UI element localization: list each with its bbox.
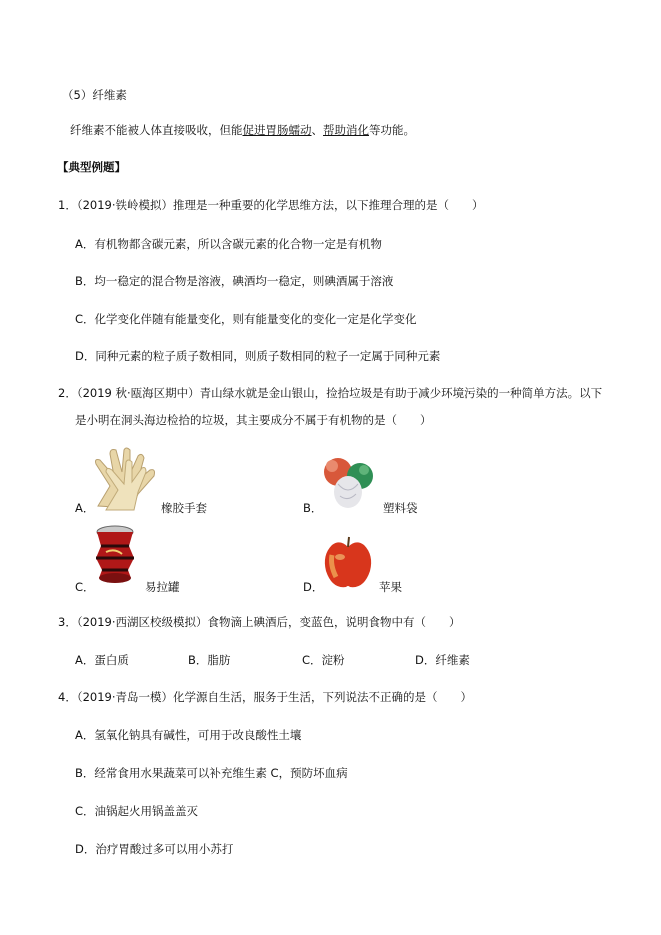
q2-option-c-letter: C． [75,580,95,594]
examples-heading: 【典型例题】 [57,160,126,174]
q2-stem-line1: 2．（2019 秋·瓯海区期中）青山绿水就是金山银山，捡拾垃圾是有助于减少环境污染的一种简单方法。以下 [58,386,603,400]
q1-option-c: C．化学变化伴随有能量变化，则有能量变化的变化一定是化学变化 [75,312,417,326]
q3-stem: 3．（2019·西湖区校级模拟）食物滴上碘酒后，变蓝色，说明食物中有（ ） [58,615,461,629]
q4-option-d: D．治疗胃酸过多可以用小苏打 [75,842,234,856]
body-underlined-1: 促进胃肠蠕动 [242,123,312,137]
q4-stem: 4．（2019·青岛一模）化学源自生活，服务于生活，下列说法不正确的是（ ） [58,690,472,704]
body-text: 、 [311,123,323,137]
body-text: 纤维素不能被人体直接吸收，但能 [70,123,243,137]
q4-option-b: B．经常食用水果蔬菜可以补充维生素 C，预防坏血病 [75,766,348,780]
plastic-bag-image [320,452,376,510]
body-text: 等功能。 [369,123,415,137]
q2-option-d-label: 苹果 [379,580,402,594]
q3-option-d: D．纤维素 [415,653,470,667]
q2-option-c-label: 易拉罐 [145,580,180,594]
q3-option-c: C．淀粉 [302,653,345,667]
q2-option-d-letter: D． [303,580,324,594]
section-body [70,122,415,138]
q2-option-a-label: 橡胶手套 [161,501,207,515]
body-underlined-2: 帮助消化 [323,123,369,137]
section-heading: （5）纤维素 [62,88,127,102]
q3-option-a: A．蛋白质 [75,653,129,667]
q3-option-b: B．脂肪 [188,653,231,667]
apple-image [322,535,374,591]
q2-stem-line2: 是小明在洞头海边检拾的垃圾，其主要成分不属于有机物的是（ ） [75,413,432,427]
q1-option-b: B．均一稳定的混合物是溶液，碘酒均一稳定，则碘酒属于溶液 [75,274,394,288]
q1-stem: 1．（2019·铁岭模拟）推理是一种重要的化学思维方法，以下推理合理的是（ ） [58,198,484,212]
q4-option-c: C．油锅起火用锅盖盖灭 [75,804,199,818]
crushed-can-image [92,524,138,584]
rubber-glove-image [88,446,160,512]
q2-option-b-letter: B． [303,501,323,515]
q1-option-a: A．有机物都含碳元素，所以含碳元素的化合物一定是有机物 [75,237,382,251]
q1-option-d: D．同种元素的粒子质子数相同，则质子数相同的粒子一定属于同种元素 [75,349,441,363]
q2-option-a-letter: A． [75,501,95,515]
q4-option-a: A．氢氧化钠具有碱性，可用于改良酸性土壤 [75,728,302,742]
q2-option-b-label: 塑料袋 [383,501,418,515]
